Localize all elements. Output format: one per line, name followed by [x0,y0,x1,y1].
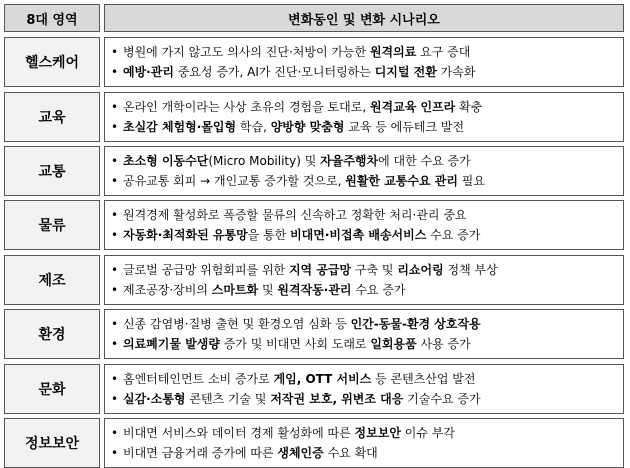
plain-text: 사용 증가 [416,337,471,351]
plain-text: 원격경제 활성화로 폭증할 물류의 신속하고 정확한 처리·관리 중요 [123,208,467,222]
emphasis-text: 정보보안 [354,426,401,440]
emphasis-text: 비대면·비접촉 배송서비스 [290,228,427,242]
scenario-line [111,314,617,334]
table-header [0,4,630,32]
emphasis-text: 실감·소통형 [123,392,186,406]
scenario-cell [104,92,624,142]
emphasis-text: 자율주행차 [320,154,379,168]
scenario-line [111,62,617,82]
bullet-icon: • [111,45,119,59]
scenario-line [111,171,617,191]
plain-text: 에 대한 수요 증가 [378,154,471,168]
plain-text: 제조공장·장비의 [123,283,212,297]
plain-text: 신종 감염병·질병 출현 및 환경오염 심화 등 [123,317,351,331]
bullet-icon: • [111,392,119,406]
table-row [0,92,630,142]
bullet-icon: • [111,446,119,460]
emphasis-text: 원격작동·관리 [277,283,352,297]
emphasis-text: 원격교육 인프라 [369,100,456,114]
table-row [0,146,630,196]
scenario-line [111,389,617,409]
bullet-icon: • [111,174,119,188]
bullet-icon: • [111,317,119,331]
table-row [0,309,630,359]
plain-text: 및 [258,283,278,297]
plain-text: 이슈 부각 [400,426,455,440]
table-row [0,37,630,87]
emphasis-text: 디지털 전환 [374,65,437,79]
emphasis-text: 생체인증 [277,446,324,460]
table-row [0,364,630,414]
scenario-cell [104,418,624,468]
area-label: 환경 [4,309,100,359]
bullet-icon: • [111,154,119,168]
scenario-cell [104,255,624,305]
scenario-line [111,334,617,354]
table-row [0,418,630,468]
plain-text: 등 콘텐츠산업 발전 [371,372,476,386]
plain-text: 수요 확대 [323,446,378,460]
plain-text: 수요 증가 [351,283,406,297]
area-label: 교통 [4,146,100,196]
plain-text: 학습, [236,120,271,134]
plain-text: 홈엔터테인먼트 소비 증가로 [123,372,274,386]
scenario-line [111,260,617,280]
emphasis-text: 저작권 보호, 위변조 대응 [270,392,404,406]
bullet-icon: • [111,263,119,277]
plain-text: (Micro Mobility) 및 [208,154,321,168]
emphasis-text: 리쇼어링 [397,263,444,277]
bullet-icon: • [111,372,119,386]
scenario-cell [104,309,624,359]
area-label: 교육 [4,92,100,142]
scenario-line [111,423,617,443]
scenario-line [111,369,617,389]
emphasis-text: 인간-동물-환경 상호작용 [350,317,481,331]
emphasis-text: 의료폐기물 발생량 [123,337,220,351]
scenario-line [111,443,617,463]
bullet-icon: • [111,65,119,79]
plain-text: 공유교통 회피 → 개인교통 증가할 것으로, [123,174,346,188]
plain-text: 구축 및 [351,263,398,277]
plain-text: 확충 [455,100,483,114]
table-row [0,255,630,305]
plain-text: 을 통한 [247,228,291,242]
table-row [0,200,630,250]
header-area: 8대 영역 [4,4,100,32]
emphasis-text: 일회용품 [370,337,417,351]
bullet-icon: • [111,337,119,351]
bullet-icon: • [111,426,119,440]
bullet-icon: • [111,228,119,242]
plain-text: 증가 및 비대면 사회 도래로 [219,337,371,351]
scenario-line [111,225,617,245]
emphasis-text: 스마트화 [211,283,259,297]
plain-text: 교육 등 에듀테크 발전 [344,120,465,134]
plain-text: 중요성 증가, AI가 진단·모니터링하는 [173,65,375,79]
area-label: 정보보안 [4,418,100,468]
header-scenario: 변화동인 및 변화 시나리오 [104,4,624,32]
plain-text: 필요 [457,174,485,188]
scenario-cell [104,146,624,196]
scenario-line [111,205,617,225]
area-label: 제조 [4,255,100,305]
bullet-icon: • [111,283,119,297]
emphasis-text: 초실감 체험형·몰입형 [123,120,237,134]
emphasis-text: 원격의료 [369,45,417,59]
bullet-icon: • [111,120,119,134]
area-label: 문화 [4,364,100,414]
scenario-line [111,42,617,62]
plain-text: 수요 증가 [426,228,481,242]
scenario-cell [104,200,624,250]
plain-text: 콘텐츠 기술 및 [185,392,271,406]
emphasis-text: 초소형 이동수단 [123,154,209,168]
scenario-line [111,280,617,300]
plain-text: 비대면 서비스와 데이터 경제 활성화에 따른 [123,426,355,440]
emphasis-text: 예방·관리 [123,65,174,79]
scenario-line [111,117,617,137]
bullet-icon: • [111,208,119,222]
scenario-cell [104,37,624,87]
scenario-cell [104,364,624,414]
area-label: 헬스케어 [4,37,100,87]
plain-text: 기술수요 증가 [403,392,481,406]
plain-text: 정책 부상 [443,263,498,277]
emphasis-text: 자동화·최적화된 유통망 [123,228,248,242]
emphasis-text: 원활한 교통수요 관리 [345,174,458,188]
plain-text: 온라인 개학이라는 사상 초유의 경험을 토대로, [123,100,370,114]
plain-text: 병원에 가지 않고도 의사의 진단·처방이 가능한 [123,45,370,59]
scenario-line [111,151,617,171]
plain-text: 글로벌 공급망 위험회피를 위한 [123,263,289,277]
plain-text: 가속화 [436,65,476,79]
emphasis-text: 지역 공급망 [288,263,352,277]
area-label: 물류 [4,200,100,250]
plain-text: 비대면 금융거래 증가에 따른 [123,446,278,460]
emphasis-text: 게임, OTT 서비스 [273,372,372,386]
emphasis-text: 양방향 맞춤형 [270,120,345,134]
plain-text: 요구 증대 [416,45,471,59]
scenario-line [111,97,617,117]
bullet-icon: • [111,100,119,114]
